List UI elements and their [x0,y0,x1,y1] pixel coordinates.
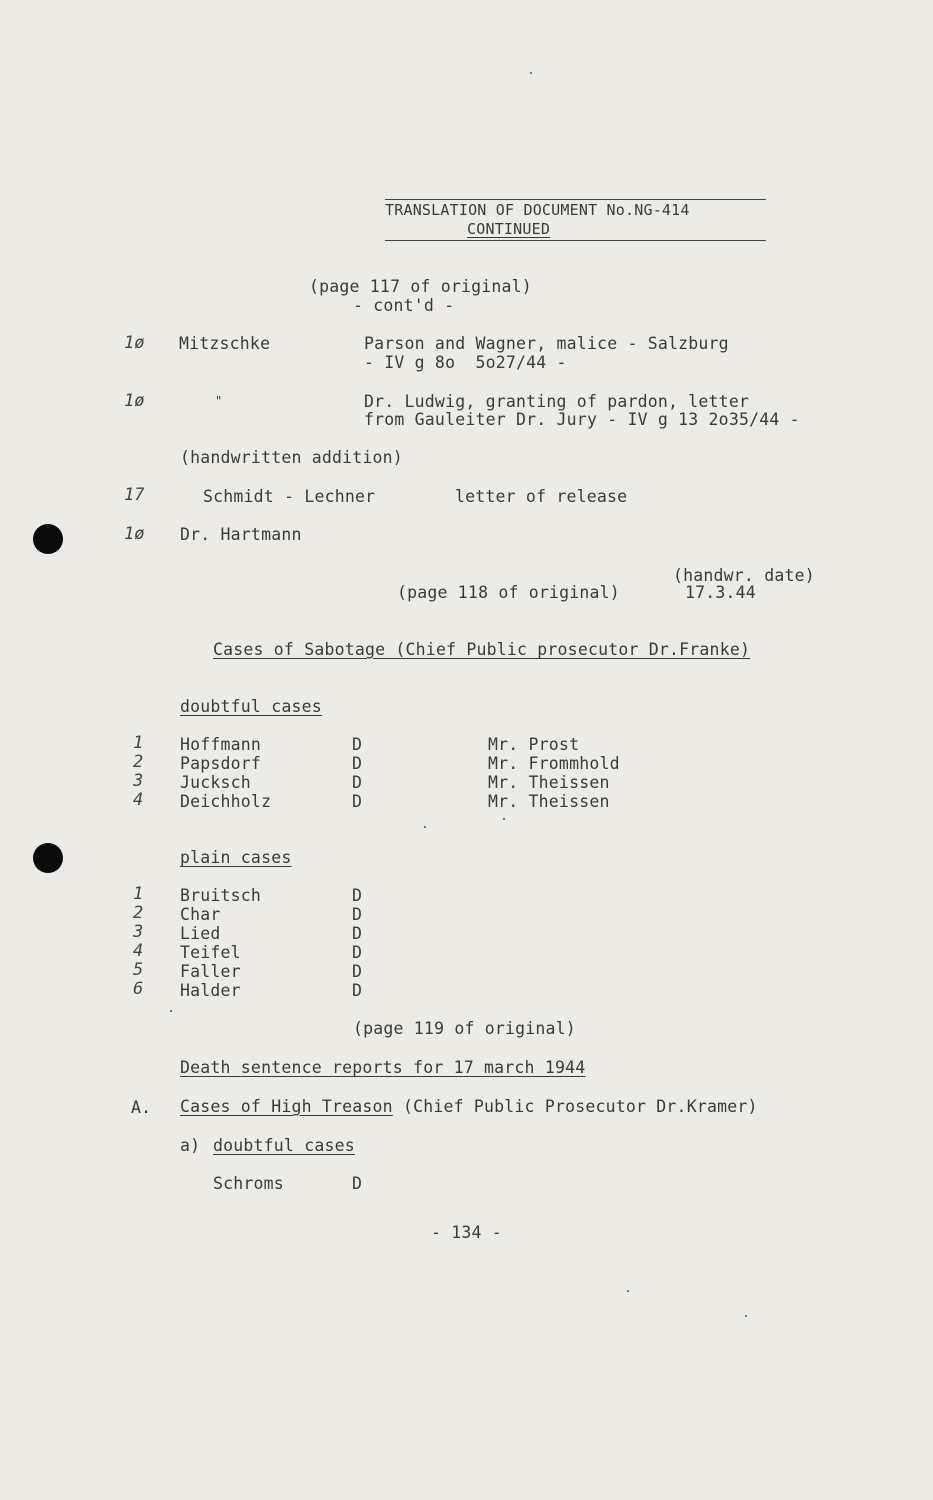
case-name: Schroms [213,1174,284,1193]
margin-mark: 3 [133,771,144,791]
paper-speck [503,818,505,820]
case-verdict: D [352,754,363,773]
case-official: Mr. Theissen [488,792,610,811]
margin-mark: 1 [133,733,144,753]
document-subtitle: CONTINUED [467,220,551,238]
doubtful-cases-heading: doubtful cases [180,697,322,716]
paper-speck [745,1315,747,1317]
margin-mark: 1 [133,884,144,904]
case-verdict: D [352,905,363,924]
case-name: Halder [180,981,241,1000]
entry-detail-line1: Dr. Ludwig, granting of pardon, letter [364,392,750,411]
section-letter: A. [131,1098,152,1117]
case-official: Mr. Prost [488,735,580,754]
entry-detail-line2: - IV g 8o 5o27/44 - [364,353,567,372]
page-117-contd: - cont'd - [353,296,455,315]
case-name: Lied [180,924,221,943]
entry-name: Dr. Hartmann [180,525,302,544]
case-verdict: D [352,792,363,811]
margin-mark: 1ø [124,524,145,544]
entry-name: " [215,394,223,408]
entry-detail-line2: from Gauleiter Dr. Jury - IV g 13 2o35/44 - [364,410,800,429]
plain-cases-heading: plain cases [180,848,292,867]
page-117-label: (page 117 of original) [309,277,532,296]
entry-detail-line1: Parson and Wagner, malice - Salzburg [364,334,729,353]
margin-mark: 17 [124,485,145,505]
margin-mark: 1ø [124,391,145,411]
handwritten-date: 17.3.44 [685,583,756,602]
case-name: Teifel [180,943,241,962]
title-bottom-rule [385,240,766,241]
margin-mark: 1ø [124,333,145,353]
case-name: Hoffmann [180,735,262,754]
punch-hole-bottom [33,843,63,873]
paper-speck [627,1290,629,1292]
subsection-label: a) [180,1136,201,1155]
punch-hole-top [33,524,63,554]
case-verdict: D [352,962,363,981]
case-official: Mr. Theissen [488,773,610,792]
case-name: Faller [180,962,241,981]
case-verdict: D [352,943,363,962]
entry-detail: letter of release [455,487,628,506]
case-verdict: D [352,773,363,792]
page-number: - 134 - [431,1223,502,1242]
subsection-heading: doubtful cases [213,1136,355,1155]
entry-name: Schmidt - Lechner [203,487,376,506]
page-119-label: (page 119 of original) [353,1019,576,1038]
margin-mark: 4 [133,790,144,810]
case-name: Jucksch [180,773,251,792]
section-title: Cases of High Treason [180,1097,393,1116]
margin-mark: 6 [133,979,144,999]
margin-mark: 2 [133,752,144,772]
case-verdict: D [352,735,363,754]
death-sentence-heading: Death sentence reports for 17 march 1944 [180,1058,586,1077]
handwritten-addition-label: (handwritten addition) [180,448,403,467]
case-verdict: D [352,1174,363,1193]
entry-name: Mitzschke [179,334,271,353]
margin-mark: 4 [133,941,144,961]
margin-mark: 2 [133,903,144,923]
sabotage-heading: Cases of Sabotage (Chief Public prosecutor Dr.Franke) [213,640,751,659]
case-verdict: D [352,886,363,905]
document-title: TRANSLATION OF DOCUMENT No.NG-414 [385,201,690,219]
paper-speck [530,72,532,74]
paper-speck [424,826,426,828]
section-heading [180,1097,758,1116]
margin-mark: 5 [133,960,144,980]
margin-mark: 3 [133,922,144,942]
section-title-rest: (Chief Public Prosecutor Dr.Kramer) [392,1097,758,1116]
case-name: Char [180,905,221,924]
case-official: Mr. Frommhold [488,754,620,773]
case-name: Bruitsch [180,886,262,905]
page-118-label: (page 118 of original) [397,583,620,602]
handwritten-date-label: (handwr. date) [673,566,815,585]
case-verdict: D [352,981,363,1000]
case-name: Papsdorf [180,754,262,773]
case-name: Deichholz [180,792,272,811]
title-top-rule [385,199,766,200]
case-verdict: D [352,924,363,943]
paper-speck [170,1010,172,1012]
